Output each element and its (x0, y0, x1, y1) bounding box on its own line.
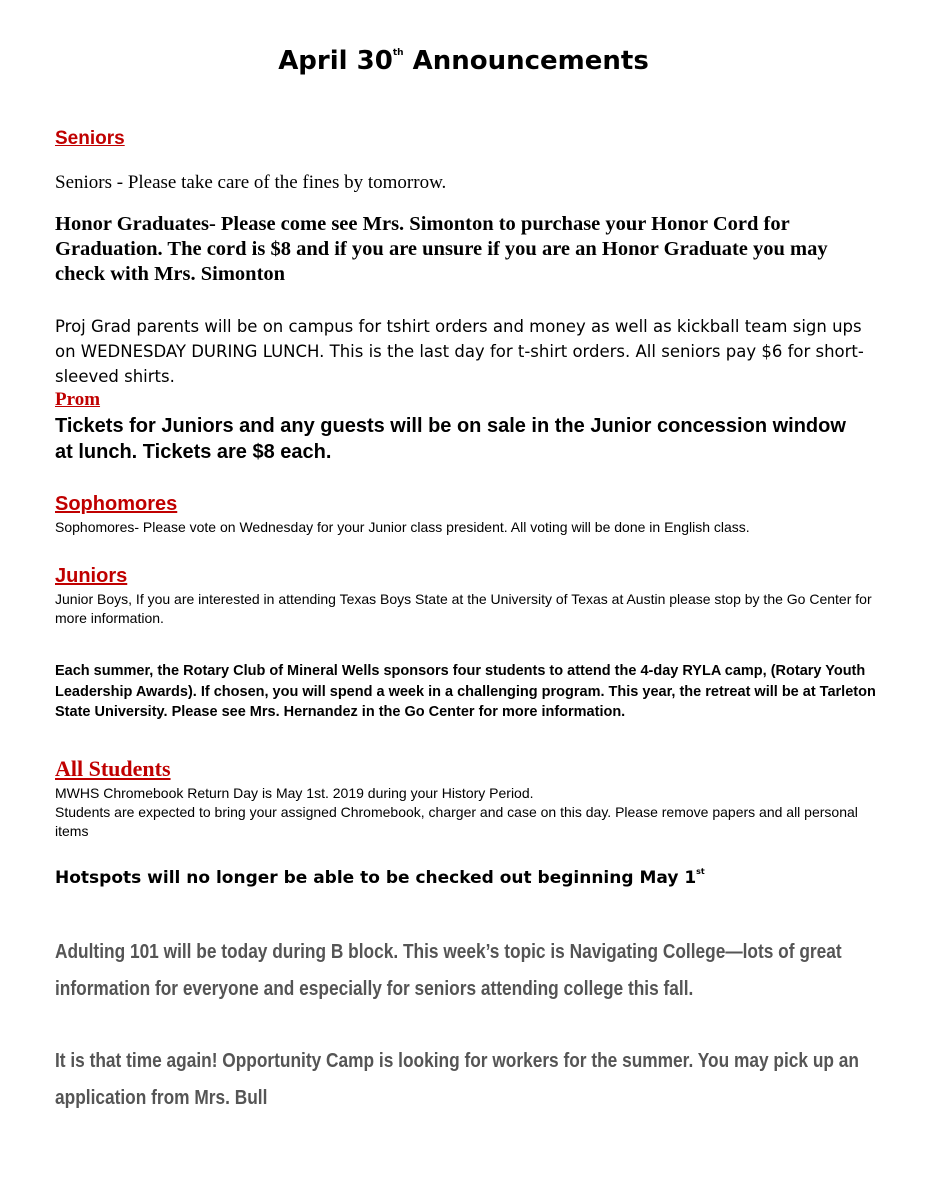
honor-graduates-notice: Honor Graduates- Please come see Mrs. Simonton to purchase your Honor Cord for Graduation. The cord is $8 and if you are unsure if you are an Honor Graduate you may check with Mrs. Simonton (55, 213, 828, 285)
proj-grad-notice: Proj Grad parents will be on campus for tshirt orders and money as well as kickball team sign ups on WEDNESDAY DURING LUNCH. This is the last day for t-shirt orders. All seniors pay $6 for short-sleeved shirts. (55, 317, 864, 386)
seniors-fines-notice: Seniors - Please take care of the fines by tomorrow. (55, 172, 447, 193)
title-date: April 30 (278, 46, 393, 76)
chromebook-return-instructions: Students are expected to bring your assigned Chromebook, charger and case on this day. Please remove papers and all personal items (55, 804, 858, 839)
hotspots-notice (55, 867, 875, 889)
prom-heading: Prom (55, 389, 101, 410)
all-students-heading: All Students (55, 756, 171, 781)
prom-tickets-notice: Tickets for Juniors and any guests will be on sale in the Junior concession window at lunch. Tickets are $8 each. (55, 415, 846, 463)
title-ordinal-suffix: th (392, 48, 404, 58)
adulting-101-notice: Adulting 101 will be today during B block. This week’s topic is Navigating College—lots of great information for everyone and especially for seniors attending college this fall. (55, 941, 842, 1000)
title-text: Announcements (403, 46, 649, 76)
hotspots-ordinal-suffix: st (696, 867, 705, 876)
chromebook-return-date: MWHS Chromebook Return Day is May 1st. 2019 during your History Period. (55, 785, 534, 801)
sophomores-heading: Sophomores (55, 493, 178, 515)
opportunity-camp-notice: It is that time again! Opportunity Camp is looking for workers for the summer. You may pick up an application from Mrs. Bull (55, 1050, 859, 1109)
sophomores-vote-notice: Sophomores- Please vote on Wednesday for your Junior class president. All voting will be done in English class. (55, 519, 750, 535)
rotary-ryla-notice: Each summer, the Rotary Club of Mineral Wells sponsors four students to attend the 4-day RYLA camp, (Rotary Youth Leadership Awards). If chosen, you will spend a week in a challenging program. This year, the retreat will be at Tarleton State University. Please see Mrs. Hernandez in the Go Center for more information. (55, 663, 876, 720)
page-title (0, 44, 927, 78)
seniors-heading: Seniors (55, 128, 125, 149)
boys-state-notice: Junior Boys, If you are interested in attending Texas Boys State at the University of Texas at Austin please stop by the Go Center for more information. (55, 591, 872, 626)
juniors-heading: Juniors (55, 565, 128, 587)
hotspots-text: Hotspots will no longer be able to be checked out beginning May 1 (55, 868, 697, 888)
